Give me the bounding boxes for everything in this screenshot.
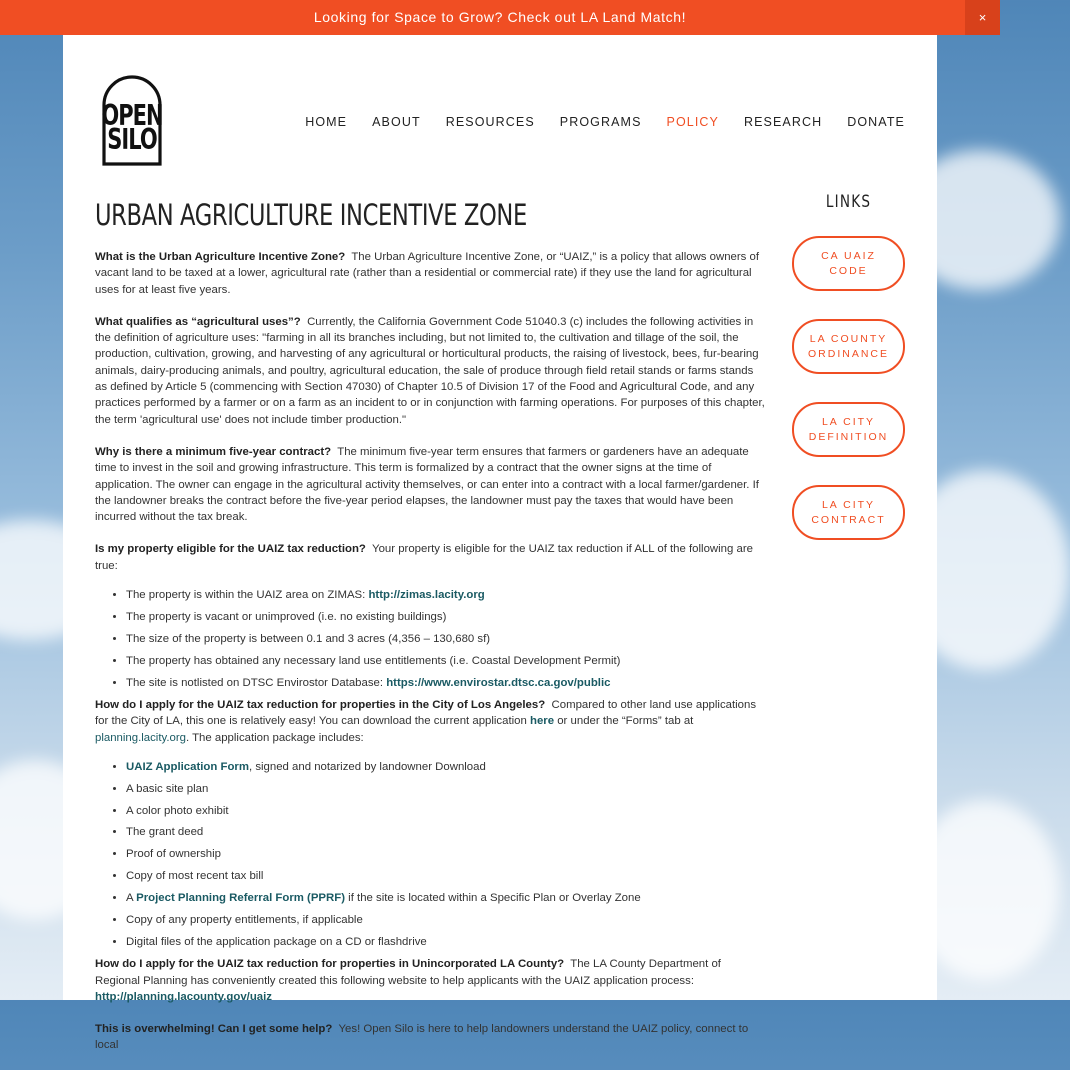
list-item — [126, 912, 765, 928]
open-silo-logo[interactable] — [101, 75, 163, 167]
button-label-line2: ORDINANCE — [807, 347, 889, 360]
list-item-text: Digital files of the application package on a CD or flashdrive — [126, 935, 427, 948]
faq-answer: The LA County Department of Regional Planning has conveniently created this following website to help applicants with the UAIZ application process: — [95, 958, 721, 987]
faq-answer: Your property is eligible for the UAIZ tax reduction if ALL of the following are true: — [95, 543, 753, 572]
sidebar-title: LINKS — [825, 192, 872, 212]
nav-item-resources[interactable]: RESOURCES — [445, 115, 535, 129]
faq-question: This is overwhelming! Can I get some help? — [95, 1023, 333, 1036]
la-city-definition-button[interactable] — [792, 402, 905, 457]
faq-answer: Currently, the California Government Code 51040.3 (c) includes the following activities in the definition of agriculture uses: "farming in all its branches including, but not limited to, the cultivation and tillage of the soil, the production, cultivation, growing, and harvesting of any agricultural or horticultural products, the raising of livestock, bees, fur-bearing animals, dairy-producing animals, and poultry, agricultural education, the sale of produce through field retail stands or farms stands as defined by Article 5 (commencing with Section 47030) of Chapter 10.5 of Division 17 of the Food and Agricultural Code, and any practices performed by a farmer or on a farm as an incident to or in conjunction with farming operations. For purposes of this chapter, the term 'agricultural use' does not include timber production." — [95, 315, 765, 426]
faq-answer: . The application package includes: — [185, 731, 364, 744]
list-item — [126, 781, 765, 797]
list-item-text: A — [126, 892, 137, 905]
application-here-link[interactable]: here — [530, 715, 555, 728]
page-title: URBAN AGRICULTURE INCENTIVE ZONE — [95, 198, 527, 232]
nav-item-policy[interactable]: POLICY — [666, 115, 719, 129]
promo-banner[interactable] — [0, 0, 1000, 35]
list-item — [126, 587, 765, 603]
uaiz-application-form-link[interactable]: UAIZ Application Form — [126, 760, 249, 773]
la-county-ordinance-button[interactable] — [792, 319, 905, 374]
nav-item-donate[interactable]: DONATE — [847, 115, 905, 129]
envirostar-link[interactable]: https://www.envirostar.dtsc.ca.gov/public — [386, 676, 611, 689]
list-item-text: Copy of any property entitlements, if applicable — [126, 914, 363, 927]
la-city-contract-button[interactable] — [792, 485, 905, 540]
button-label-line1: LA COUNTY — [809, 332, 888, 345]
faq-question: Is my property eligible for the UAIZ tax reduction? — [95, 543, 366, 556]
svg-text:OPEN: OPEN — [101, 98, 163, 132]
faq-help — [95, 1021, 765, 1054]
promo-banner-message[interactable]: Looking for Space to Grow? Check out LA Land Match! — [313, 9, 687, 25]
faq-answer: The minimum five-year term ensures that farmers or gardeners have an adequate time to invest in the soil and growing infrastructure. This term is formalized by a contract that the owner signs at the time of application. The owner can engage in the agricultural activity themselves, or can enter into a contract with a local farmer/gardener. If the landowner breaks the contract before the five-year period elapses, the landowner must pay the taxes that would have been incurred without the tax break. — [95, 445, 759, 524]
faq-apply-city — [95, 697, 765, 746]
list-item — [126, 868, 765, 884]
button-label-line1: LA CITY — [821, 415, 876, 428]
list-item-text: A basic site plan — [126, 782, 209, 795]
article — [95, 195, 765, 1070]
links-sidebar — [792, 190, 905, 568]
list-item — [126, 653, 765, 669]
button-label-line2: DEFINITION — [808, 430, 889, 443]
faq-apply-county — [95, 956, 765, 1005]
list-item — [126, 846, 765, 862]
list-item-text: A color photo exhibit — [126, 804, 229, 817]
zimas-link[interactable]: http://zimas.lacity.org — [368, 589, 485, 602]
list-item-text: The size of the property is between 0.1 and 3 acres (4,356 – 130,680 sf) — [126, 632, 491, 645]
faq-answer: Yes! Open Silo is here to help landowners understand the UAIZ policy, connect to local — [95, 1023, 749, 1052]
button-label-line2: CODE — [829, 264, 868, 277]
pprf-link[interactable]: Project Planning Referral Form (PPRF) — [136, 892, 346, 905]
list-item — [126, 803, 765, 819]
faq-question: What qualifies as “agricultural uses”? — [95, 315, 301, 328]
list-item — [126, 675, 765, 691]
planning-lacity-link[interactable]: planning.lacity.org — [95, 731, 186, 744]
list-item — [126, 609, 765, 625]
faq-question: How do I apply for the UAIZ tax reduction for properties in Unincorporated LA County? — [95, 958, 565, 971]
list-item-text: Proof of ownership — [126, 848, 221, 861]
list-item-text: The grant deed — [126, 826, 204, 839]
nav-item-programs[interactable]: PROGRAMS — [559, 115, 642, 129]
svg-text:SILO: SILO — [107, 123, 157, 157]
faq-question: What is the Urban Agriculture Incentive Zone? — [95, 251, 346, 263]
lacounty-uaiz-link[interactable]: http://planning.lacounty.gov/uaiz — [95, 990, 272, 1003]
list-item — [126, 631, 765, 647]
list-item-text: The property has obtained any necessary land use entitlements (i.e. Coastal Development Permit) — [126, 654, 621, 667]
list-item-text: Copy of most recent tax bill — [126, 870, 264, 883]
faq-answer: The Urban Agriculture Incentive Zone, or “UAIZ,” is a policy that allows owners of vacant land to be taxed at a lower, agricultural rate (rather than a residential or commercial rate) if they use the land for agricultural uses for at least five years. — [95, 251, 760, 296]
faq-agricultural-uses — [95, 314, 765, 428]
faq-question: Why is there a minimum five-year contract? — [95, 445, 332, 458]
list-item — [126, 890, 765, 906]
application-package-list — [95, 759, 765, 950]
close-icon[interactable]: × — [965, 0, 1000, 35]
nav-item-about[interactable]: ABOUT — [372, 115, 421, 129]
ca-uaiz-code-button[interactable] — [792, 236, 905, 291]
list-item-text: if the site is located within a Specific Plan or Overlay Zone — [345, 892, 641, 905]
button-label-line1: CA UAIZ — [821, 249, 876, 262]
main-nav — [305, 115, 905, 129]
faq-what-is-uaiz — [95, 249, 765, 298]
list-item-text: The property is vacant or unimproved (i.e. no existing buildings) — [126, 610, 447, 623]
list-item-text: The site is notlisted on DTSC Envirostor Database: — [126, 676, 387, 689]
button-label-line2: CONTRACT — [811, 513, 886, 526]
faq-five-year-contract — [95, 444, 765, 525]
list-item — [126, 824, 765, 840]
button-label-line1: LA CITY — [821, 498, 876, 511]
list-item-text: , signed and notarized by landowner Download — [248, 760, 486, 773]
faq-eligibility — [95, 541, 765, 574]
list-item — [126, 759, 765, 775]
page-container — [63, 35, 937, 1052]
nav-item-research[interactable]: RESEARCH — [743, 115, 823, 129]
nav-item-home[interactable]: HOME — [305, 115, 348, 129]
list-item-text: The property is within the UAIZ area on ZIMAS: — [126, 589, 369, 602]
eligibility-list — [95, 587, 765, 691]
list-item — [126, 934, 765, 950]
faq-answer: or under the “Forms” tab at — [554, 715, 694, 728]
faq-question: How do I apply for the UAIZ tax reduction for properties in the City of Los Angeles? — [95, 698, 546, 711]
faq-answer: Compared to other land use applications for the City of LA, this one is relatively easy! You can download the current application — [95, 698, 757, 728]
